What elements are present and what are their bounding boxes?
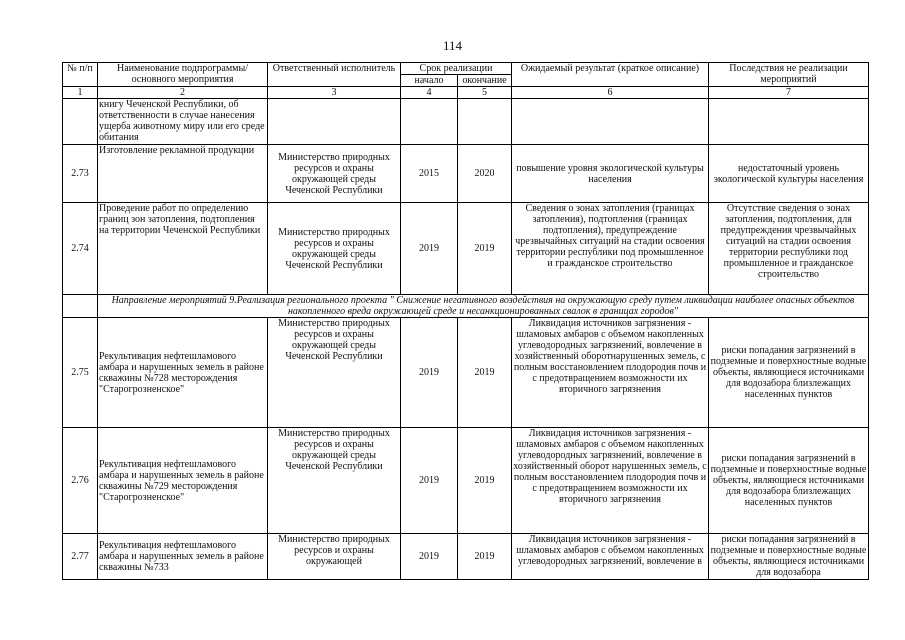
column-number: 7 [709, 87, 869, 99]
row-name: Рекультивация нефтешламового амбара и нарушенных земель в районе скважины №733 [98, 534, 268, 580]
section-row [63, 295, 869, 318]
table-row [63, 145, 869, 203]
page-number: 114 [442, 38, 463, 53]
row-name: Рекультивация нефтешламового амбара и нарушенных земель в районе скважины №728 месторождения "Старогрозненское" [98, 318, 268, 428]
measures-table [62, 62, 869, 580]
row-number: 2.77 [63, 534, 98, 580]
row-name: книгу Чеченской Республики, об ответственности в случае нанесения ущерба животному миру или его среде обитания [98, 99, 268, 145]
row-start: 2019 [401, 203, 458, 295]
table-row [63, 318, 869, 428]
row-name: Изготовление рекламной продукции [98, 145, 268, 203]
section-title: Направление мероприятий 9.Реализация регионального проекта " Снижение негативного воздействия на окружающую среду путем ликвидации наиболее опасных объектов накопленного вреда окружающей среде и несанкционированных свалок в границах городов" [98, 295, 869, 318]
row-result: Сведения о зонах затопления (границах затопления), подтопления (границах подтопления), предупреждение чрезвычайных ситуаций на стадии освоения территории республики под промышленное и гражданское строительство [512, 203, 709, 295]
column-number-row [63, 87, 869, 99]
row-end: 2019 [458, 318, 512, 428]
row-end: 2020 [458, 145, 512, 203]
row-start: 2019 [401, 318, 458, 428]
column-number: 5 [458, 87, 512, 99]
row-number: 2.75 [63, 318, 98, 428]
table-row [63, 428, 869, 534]
row-name: Рекультивация нефтешламового амбара и нарушенных земель в районе скважины №729 месторождения "Старогрозненское" [98, 428, 268, 534]
row-executor: Министерство природных ресурсов и охраны окружающей среды Чеченской Республики [268, 318, 401, 428]
row-executor: Министерство природных ресурсов и охраны окружающей среды Чеченской Республики [268, 428, 401, 534]
column-number: 3 [268, 87, 401, 99]
header-start: начало [401, 75, 458, 87]
header-end: окончание [458, 75, 512, 87]
row-end: 2019 [458, 534, 512, 580]
row-result: Ликвидация источников загрязнения - шламовых амбаров с объемом накопленных углеводородных загрязнений, вовлечение в [512, 534, 709, 580]
row-result: Ликвидация источников загрязнения - шламовых амбаров с объемом накопленных углеводородных загрязнений, вовлечение в хозяйственный оборот нарушенных земель, с полным восстановлением плодородия почв и с предотвращением возможности их вторичного загрязнения [512, 428, 709, 534]
header-name: Наименование подпрограммы/ основного мероприятия [98, 63, 268, 87]
table-row [63, 203, 869, 295]
row-start: 2019 [401, 534, 458, 580]
row-name: Проведение работ по определению границ зон затопления, подтопления на территории Чеченской Республики [98, 203, 268, 295]
header-row [63, 63, 869, 75]
row-number: 2.76 [63, 428, 98, 534]
header-consequences: Последствия не реализации мероприятий [709, 63, 869, 87]
header-period: Срок реализации [401, 63, 512, 75]
row-result: Ликвидация источников загрязнения - шламовых амбаров с объемом накопленных углеводородных загрязнений, вовлечение в хозяйственный оборотнарушенных земель, с полным восстановлением плодородия почв и с предотвращением возможности их вторичного загрязнения [512, 318, 709, 428]
column-number: 4 [401, 87, 458, 99]
column-number: 1 [63, 87, 98, 99]
column-number: 6 [512, 87, 709, 99]
row-result: повышение уровня экологической культуры населения [512, 145, 709, 203]
header-executor: Ответственный исполнитель [268, 63, 401, 87]
table-row [63, 99, 869, 145]
table-row [63, 534, 869, 580]
row-consequences: недостаточный уровень экологической культуры населения [709, 145, 869, 203]
row-consequences: риски попадания загрязнений в подземные и поверхностные водные объекты, являющиеся источниками для водозабора [709, 534, 869, 580]
row-executor: Министерство природных ресурсов и охраны окружающей среды Чеченской Республики [268, 203, 401, 295]
row-number: 2.73 [63, 145, 98, 203]
row-consequences: риски попадания загрязнений в подземные и поверхностные водные объекты, являющиеся источниками для водозабора близлежащих населенных пунктов [709, 318, 869, 428]
header-no: № п/п [63, 63, 98, 87]
row-executor: Министерство природных ресурсов и охраны окружающей [268, 534, 401, 580]
row-start: 2019 [401, 428, 458, 534]
row-start: 2015 [401, 145, 458, 203]
row-consequences: Отсутствие сведения о зонах затопления, подтопления, для предупреждения чрезвычайных ситуаций на стадии освоения территории республики под промышленное и гражданское строительство [709, 203, 869, 295]
row-end: 2019 [458, 428, 512, 534]
row-executor: Министерство природных ресурсов и охраны окружающей среды Чеченской Республики [268, 145, 401, 203]
row-number: 2.74 [63, 203, 98, 295]
column-number: 2 [98, 87, 268, 99]
header-result: Ожидаемый результат (краткое описание) [512, 63, 709, 87]
row-end: 2019 [458, 203, 512, 295]
row-consequences: риски попадания загрязнений в подземные и поверхностные водные объекты, являющиеся источниками для водозабора близлежащих населенных пунктов [709, 428, 869, 534]
